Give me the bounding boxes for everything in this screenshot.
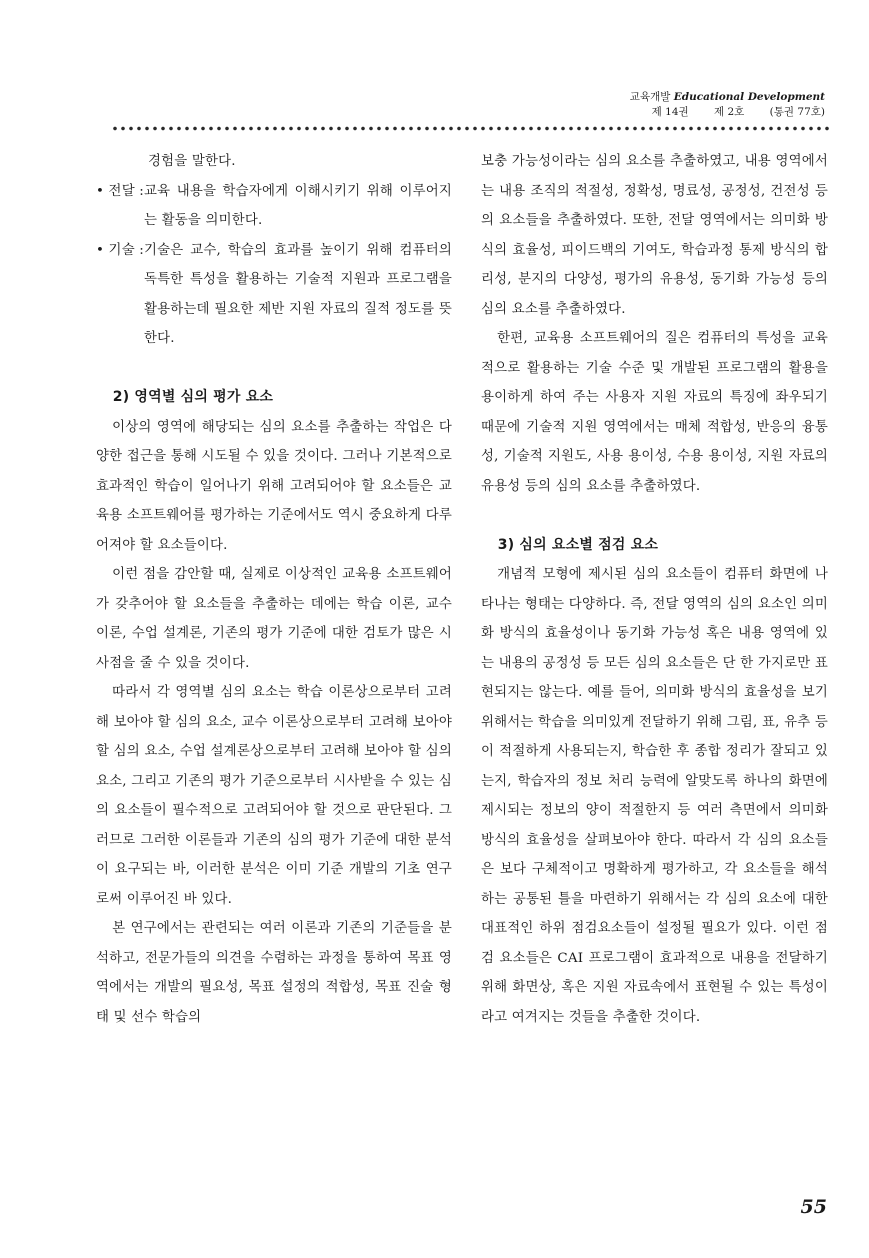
running-header bbox=[525, 90, 825, 120]
paragraph-continued: 경험을 말한다. bbox=[148, 154, 236, 169]
paragraph: 이런 점을 감안할 때, 실제로 이상적인 교육용 소프트웨어가 갖추어야 할 요소들을 추출하는 데에는 학습 이론, 교수 이론, 수업 설계론, 기존의 평가 기준에 대한 검토가 많은 시사점을 줄 수 있을 것이다. bbox=[96, 567, 452, 671]
issue: 제 2호 bbox=[714, 106, 745, 118]
paragraph-continued: 보충 가능성이라는 심의 요소를 추출하였고, 내용 영역에서는 내용 조직의 적절성, 정확성, 명료성, 공정성, 건전성 등의 요소들을 추출하였다. 또한, 전달 영역에서는 의미화 방식의 효율성, 피이드백의 기여도, 학습과정 통제 방식의 합리성, 분지의 다양성, 평가의 유용성, 동기화 가능성 등의 심의 요소를 추출하였다. bbox=[481, 154, 828, 317]
section-heading: 3) 심의 요소별 점검 요소 bbox=[497, 536, 659, 553]
bullet-label: • 기술 : bbox=[96, 242, 144, 258]
journal-title bbox=[525, 90, 825, 105]
right-column bbox=[481, 147, 828, 1032]
bullet-delivery bbox=[96, 177, 452, 236]
volume: 제 14권 bbox=[651, 106, 689, 118]
bullet-label: • 전달 : bbox=[96, 183, 144, 199]
paragraph: 따라서 각 영역별 심의 요소는 학습 이론상으로부터 고려해 보아야 할 심의 요소, 교수 이론상으로부터 고려해 보아야 할 심의 요소, 수업 설계론상으로부터 고려해 보아야 할 심의 요소, 그리고 기존의 평가 기준으로부터 시사받을 수 있는 심의 요소들이 필수적으로 고려되어야 할 것으로 판단된다. 그러므로 그러한 이론들과 기존의 심의 평가 기준에 대한 분석이 요구되는 바, 이러한 분석은 이미 기준 개발의 기초 연구로써 이루어진 바 있다. bbox=[96, 685, 452, 907]
journal-title-en: Educational Development bbox=[673, 91, 825, 103]
bullet-text: 기술은 교수, 학습의 효과를 높이기 위해 컴퓨터의 독특한 특성을 활용하는 기술적 지원과 프로그램을 활용하는데 필요한 제반 지원 자료의 질적 정도를 뜻한다. bbox=[144, 242, 452, 346]
paragraph: 개념적 모형에 제시된 심의 요소들이 컴퓨터 화면에 나타나는 형태는 다양하다. 즉, 전달 영역의 심의 요소인 의미화 방식의 효율성이나 동기화 가능성 혹은 내용 영역에 있는 내용의 공정성 등 모든 심의 요소들은 단 한 가지로만 표현되지는 않는다. 예를 들어, 의미화 방식의 효율성을 보기 위해서는 학습을 의미있게 전달하기 위해 그림, 표, 유추 등이 적절하게 사용되는지, 학습한 후 종합 정리가 잘되고 있는지, 학습자의 정보 처리 능력에 알맞도록 하나의 화면에 제시되는 정보의 양이 적절한지 등 여러 측면에서 의미화 방식의 효율성을 살펴보아야 한다. 따라서 각 심의 요소들은 보다 구체적이고 명확하게 평가하고, 각 요소들을 해석하는 공통된 틀을 마련하기 위해서는 각 심의 요소에 대한 대표적인 하위 점검요소들이 설정될 필요가 있다. 이런 점검 요소들은 CAI 프로그램이 효과적으로 내용을 전달하기 위해 화면상, 혹은 지원 자료속에서 표현될 수 있는 특성이라고 여겨지는 것들을 추출한 것이다. bbox=[481, 567, 828, 1025]
paragraph: 본 연구에서는 관련되는 여러 이론과 기존의 기준들을 분석하고, 전문가들의 의견을 수렴하는 과정을 통하여 목표 영역에서는 개발의 필요성, 목표 설정의 적합성, 목표 진술 형태 및 선수 학습의 bbox=[96, 921, 452, 1025]
volume-info bbox=[525, 105, 825, 120]
page-number: 55 bbox=[800, 1196, 827, 1218]
section-heading: 2) 영역별 심의 평가 요소 bbox=[112, 389, 274, 405]
left-column bbox=[96, 147, 452, 1032]
bullet-text: 교육 내용을 학습자에게 이해시키기 위해 이루어지는 활동을 의미한다. bbox=[144, 183, 452, 228]
journal-title-kr: 교육개발 bbox=[629, 91, 671, 103]
paragraph: 이상의 영역에 해당되는 심의 요소를 추출하는 작업은 다양한 접근을 통해 시도될 수 있을 것이다. 그러나 기본적으로 효과적인 학습이 일어나기 위해 고려되어야 할 요소들은 교육용 소프트웨어를 평가하는 기준에서도 역시 중요하게 다루어져야 할 요소들이다. bbox=[96, 419, 452, 553]
serial-number: (통권 77호) bbox=[769, 106, 825, 118]
dotted-divider bbox=[111, 125, 833, 132]
paragraph: 한편, 교육용 소프트웨어의 질은 컴퓨터의 특성을 교육적으로 활용하는 기술 수준 및 개발된 프로그램의 활용을 용이하게 하여 주는 사용자 지원 자료의 특징에 좌우되기 때문에 기술적 지원 영역에서는 매체 적합성, 반응의 융통성, 기술적 지원도, 사용 용이성, 수용 용이성, 지원 자료의 유용성 등의 심의 요소를 추출하였다. bbox=[481, 331, 828, 494]
bullet-technology bbox=[96, 236, 452, 354]
